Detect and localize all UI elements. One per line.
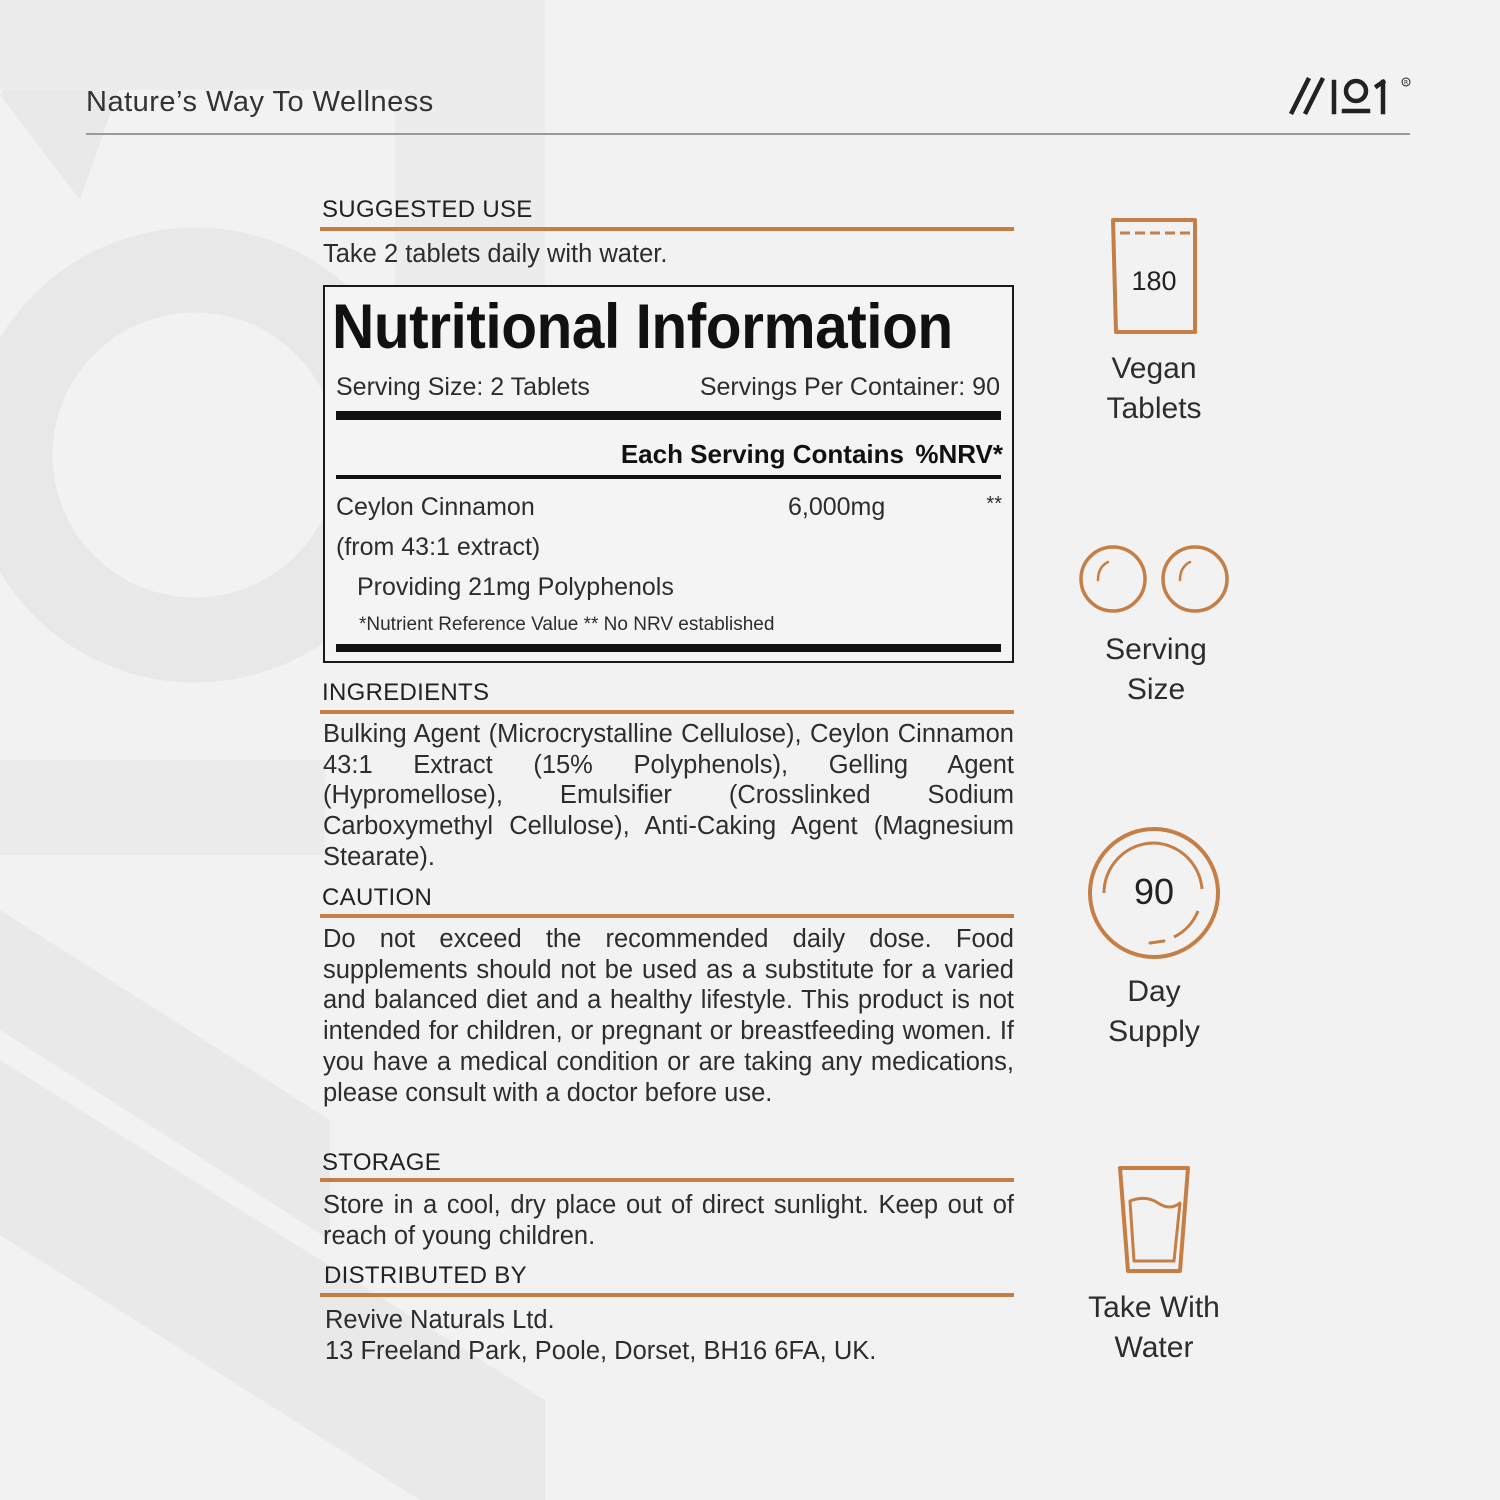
distributor-address: 13 Freeland Park, Poole, Dorset, BH16 6FA, UK. bbox=[325, 1337, 877, 1365]
caution-text: Do not exceed the recommended daily dose. Food supplements should not be used as a substitute for a varied and balanced diet and a healthy lifestyle. This product is not intended for children, or pregnant or breastfeeding women. If you have a medical condition or are taking any medications, please consult with a doctor before use. bbox=[323, 925, 1014, 1107]
caution-divider bbox=[320, 914, 1014, 918]
thick-rule-top bbox=[336, 411, 1001, 420]
badge-label-line1: Day bbox=[1127, 975, 1181, 1008]
badge-vegan-tablets-label bbox=[1044, 349, 1264, 429]
storage-text: Store in a cool, dry place out of direct sunlight. Keep out of reach of young children. bbox=[323, 1191, 1014, 1250]
badge-label-line1: Take With bbox=[1088, 1291, 1220, 1324]
badge-take-with-water-label bbox=[1044, 1288, 1264, 1368]
ingredient-amount: 6,000mg bbox=[788, 493, 886, 521]
nutrition-title: Nutritional Information bbox=[332, 292, 953, 362]
badge-label-line2: Tablets bbox=[1106, 392, 1202, 425]
badge-label-line1: Vegan bbox=[1111, 352, 1197, 385]
ingredients-heading: INGREDIENTS bbox=[322, 679, 490, 706]
distributor-name: Revive Naturals Ltd. bbox=[325, 1306, 555, 1334]
ingredients-divider bbox=[320, 710, 1014, 714]
serving-size: Serving Size: 2 Tablets bbox=[336, 373, 590, 401]
suggested-use-text: Take 2 tablets daily with water. bbox=[323, 240, 668, 268]
nrv-header: %NRV* bbox=[915, 439, 1003, 469]
badge-serving-size-label bbox=[1046, 630, 1266, 710]
distributed-by-heading: DISTRIBUTED BY bbox=[324, 1262, 527, 1289]
svg-text:R: R bbox=[1404, 79, 1409, 87]
suggested-use-divider bbox=[320, 227, 1014, 231]
badge-label-line2: Size bbox=[1126, 673, 1186, 706]
badge-label-line2: Supply bbox=[1108, 1015, 1200, 1048]
ingredient-providing: Providing 21mg Polyphenols bbox=[357, 573, 674, 601]
suggested-use-heading: SUGGESTED USE bbox=[322, 196, 533, 223]
header-tagline: Nature’s Way To Wellness bbox=[86, 86, 434, 118]
rule-header bbox=[336, 475, 1001, 479]
badge-label-line2: Water bbox=[1114, 1331, 1194, 1364]
badge-day-supply-label bbox=[1044, 972, 1264, 1052]
nrv-footnote: *Nutrient Reference Value ** No NRV established bbox=[359, 614, 775, 635]
distributed-by-divider bbox=[320, 1293, 1014, 1297]
nutrition-facts-panel bbox=[323, 285, 1014, 663]
day-supply-count: 90 bbox=[1133, 871, 1175, 912]
storage-heading: STORAGE bbox=[322, 1149, 442, 1176]
badge-label-line1: Serving bbox=[1105, 633, 1207, 666]
thick-rule-bottom bbox=[336, 644, 1001, 652]
each-serving-header: Each Serving Contains bbox=[620, 439, 904, 469]
servings-per-container: Servings Per Container: 90 bbox=[699, 373, 1000, 401]
tablets-icon bbox=[1076, 542, 1232, 616]
brand-logo bbox=[1288, 70, 1413, 120]
storage-divider bbox=[320, 1178, 1014, 1182]
water-glass-icon bbox=[1116, 1165, 1192, 1275]
ingredients-text: Bulking Agent (Microcrystalline Cellulose), Ceylon Cinnamon 43:1 Extract (15% Polyphenols), Gelling Agent (Hypromellose), Emulsifier (Crosslinked Sodium Carboxymethyl Cellulose), Anti-Caking Agent (Magnesium Stearate). bbox=[323, 720, 1014, 871]
ingredient-nrv: ** bbox=[986, 493, 1002, 515]
caution-heading: CAUTION bbox=[322, 884, 433, 911]
ingredient-source: (from 43:1 extract) bbox=[336, 533, 541, 561]
header-divider bbox=[86, 133, 1410, 135]
ingredient-name: Ceylon Cinnamon bbox=[336, 493, 535, 521]
pouch-count: 180 bbox=[1131, 266, 1177, 296]
